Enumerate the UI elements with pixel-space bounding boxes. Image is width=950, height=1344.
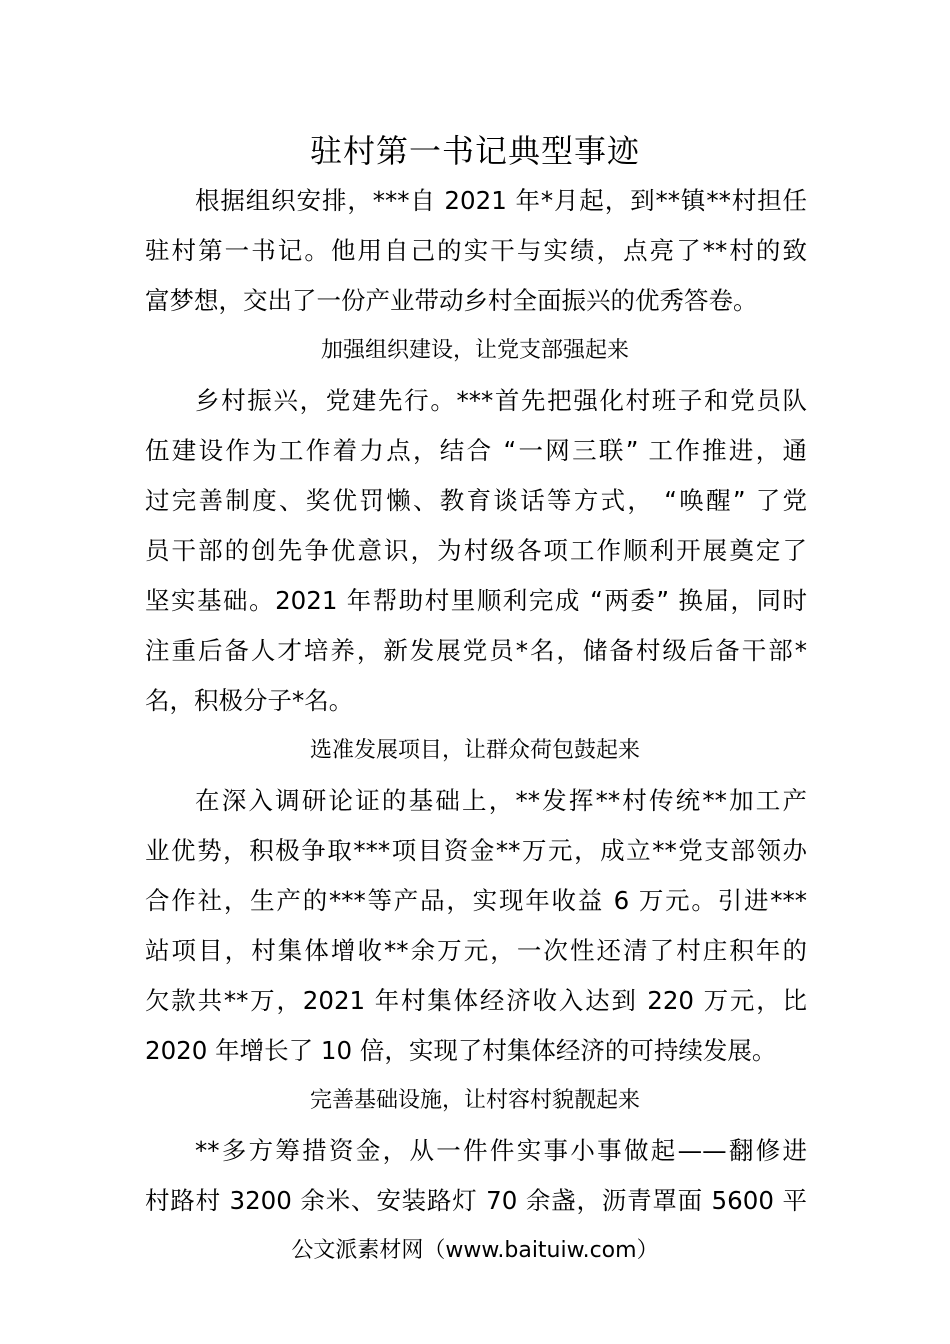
- text-line: 在深入调研论证的基础上，**发挥**村传统**加工产: [195, 786, 807, 815]
- text-line: 富梦想，交出了一份产业带动乡村全面振兴的优秀答卷。: [145, 286, 758, 315]
- text-line: **多方筹措资金，从一件件实事小事做起——翻修进: [195, 1136, 807, 1165]
- section-heading: 完善基础设施，让村容村貌靓起来: [309, 1088, 640, 1113]
- text-line: 坚实基础。2021 年帮助村里顺利完成 “两委” 换届，同时: [145, 586, 807, 615]
- text-line: 业优势，积极争取***项目资金**万元，成立**党支部领办: [145, 836, 807, 865]
- text-line: 2020 年增长了 10 倍，实现了村集体经济的可持续发展。: [145, 1036, 777, 1065]
- text-line: 驻村第一书记。他用自己的实干与实绩，点亮了**村的致: [145, 236, 807, 265]
- text-line: 注重后备人才培养，新发展党员*名，储备村级后备干部*: [145, 636, 807, 665]
- text-line: 员干部的创先争优意识，为村级各项工作顺利开展奠定了: [145, 536, 807, 565]
- document-title: 驻村第一书记典型事迹: [309, 132, 640, 170]
- text-line: 合作社，生产的***等产品，实现年收益 6 万元。引进***: [145, 886, 807, 915]
- text-line: 站项目，村集体增收**余万元，一次性还清了村庄积年的: [145, 936, 807, 965]
- text-line: 根据组织安排，***自 2021 年*月起，到**镇**村担任: [195, 186, 807, 215]
- text-line: 乡村振兴，党建先行。***首先把强化村班子和党员队: [195, 386, 807, 415]
- section-heading: 选准发展项目，让群众荷包鼓起来: [309, 738, 640, 763]
- section-heading: 加强组织建设，让党支部强起来: [320, 338, 629, 363]
- text-line: 伍建设作为工作着力点，结合 “一网三联” 工作推进，通: [145, 436, 807, 465]
- text-line: 名，积极分子*名。: [145, 686, 354, 715]
- page-footer: 公文派素材网（www.baituiw.com）: [291, 1238, 659, 1263]
- text-line: 欠款共**万，2021 年村集体经济收入达到 220 万元，比: [145, 986, 807, 1015]
- text-line: 村路村 3200 余米、安装路灯 70 余盏，沥青罩面 5600 平: [145, 1186, 807, 1215]
- text-line: 过完善制度、奖优罚懒、教育谈话等方式， “唤醒” 了党: [145, 486, 807, 515]
